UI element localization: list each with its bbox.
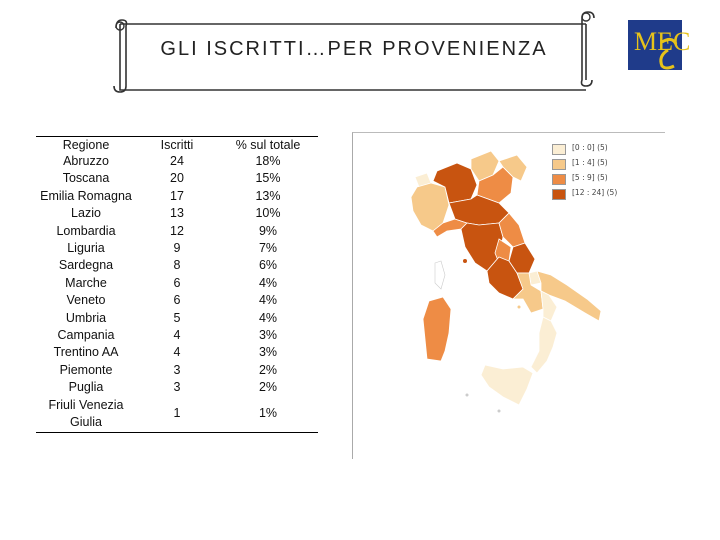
cell-percent: 2%	[258, 380, 278, 395]
cell-percent: 3%	[258, 345, 278, 360]
legend-item	[552, 188, 660, 200]
legend-label: [1 : 4] (5)	[572, 158, 608, 167]
table-row	[36, 153, 318, 170]
cell-count: 24	[170, 154, 184, 168]
table-row	[36, 327, 318, 344]
cell-count: 3	[173, 380, 181, 395]
legend-swatch-3	[552, 189, 566, 200]
table-row	[36, 223, 318, 240]
cell-percent: 18%	[255, 154, 281, 168]
cell-count: 17	[170, 188, 184, 203]
cell-region: Liguria	[67, 241, 105, 256]
cell-region: Lombardia	[56, 223, 116, 238]
cell-count: 6	[173, 293, 181, 308]
region-sardegna	[423, 297, 451, 361]
cell-count: 5	[173, 310, 181, 325]
cell-percent: 1%	[218, 397, 318, 432]
cell-region: Lazio	[71, 206, 101, 221]
cell-region: Emilia Romagna	[40, 188, 132, 203]
map-legend	[552, 143, 660, 207]
cell-percent: 4%	[258, 310, 278, 325]
cell-count: 4	[173, 328, 181, 343]
cell-region: Toscana	[62, 171, 110, 186]
cell-count: 3	[173, 362, 181, 377]
cell-region: Veneto	[66, 293, 106, 308]
cell-count: 4	[173, 345, 181, 360]
table-row	[36, 310, 318, 327]
mec-logo	[628, 20, 691, 70]
island-elba	[463, 259, 467, 263]
island-capri	[518, 306, 521, 309]
cell-region: Campania	[57, 328, 115, 343]
column-header-count: Iscritti	[136, 137, 218, 154]
cell-percent: 15%	[255, 171, 281, 186]
cell-region: Puglia	[68, 380, 104, 395]
enrollment-table	[36, 136, 318, 433]
cell-percent: 7%	[258, 241, 278, 256]
column-header-percent: % sul totale	[218, 137, 318, 154]
legend-label: [12 : 24] (5)	[572, 188, 618, 197]
cell-percent: 4%	[258, 275, 278, 290]
table-row	[36, 205, 318, 222]
legend-swatch-2	[552, 174, 566, 185]
table-header-row	[36, 137, 318, 154]
table-row	[36, 188, 318, 205]
cell-percent: 6%	[258, 258, 278, 273]
island-lampedusa	[498, 410, 501, 413]
cell-region: Umbria	[65, 310, 107, 325]
cell-region: Trentino AA	[53, 345, 119, 360]
table-row	[36, 170, 318, 187]
legend-swatch-1	[552, 159, 566, 170]
cell-count: 9	[173, 241, 181, 256]
legend-label: [0 : 0] (5)	[572, 143, 608, 152]
island-pantelleria	[466, 394, 469, 397]
cell-percent: 10%	[255, 206, 281, 221]
table-row	[36, 362, 318, 379]
table-row	[36, 379, 318, 396]
island-corsica	[435, 261, 445, 289]
cell-percent: 3%	[258, 328, 278, 343]
logo-text: MEC	[634, 27, 691, 56]
legend-label: [5 : 9] (5)	[572, 173, 608, 182]
table-row	[36, 397, 318, 432]
cell-region: Abruzzo	[63, 154, 109, 168]
legend-item	[552, 143, 660, 155]
table-row	[36, 292, 318, 309]
cell-region: Sardegna	[58, 258, 114, 273]
legend-item	[552, 173, 660, 185]
cell-percent: 2%	[258, 362, 278, 377]
cell-percent: 9%	[258, 223, 278, 238]
cell-count: 6	[173, 275, 181, 290]
table-row	[36, 275, 318, 292]
cell-count: 12	[170, 223, 184, 238]
table-row	[36, 240, 318, 257]
cell-count: 20	[170, 171, 184, 186]
region-calabria	[531, 317, 557, 373]
cell-count: 13	[170, 206, 184, 221]
cell-percent: 13%	[255, 188, 281, 203]
cell-region: Friuli Venezia Giulia	[36, 397, 136, 432]
legend-item	[552, 158, 660, 170]
legend-swatch-0	[552, 144, 566, 155]
cell-percent: 4%	[258, 293, 278, 308]
cell-region: Piemonte	[59, 362, 113, 377]
table-row	[36, 344, 318, 361]
cell-count: 8	[173, 258, 181, 273]
region-sicilia	[481, 365, 533, 405]
cell-count: 1	[136, 397, 218, 432]
table-row	[36, 257, 318, 274]
cell-region: Marche	[65, 275, 107, 290]
column-header-region: Regione	[36, 137, 136, 154]
page-title: GLI ISCRITTI…PER PROVENIENZA	[160, 38, 548, 60]
